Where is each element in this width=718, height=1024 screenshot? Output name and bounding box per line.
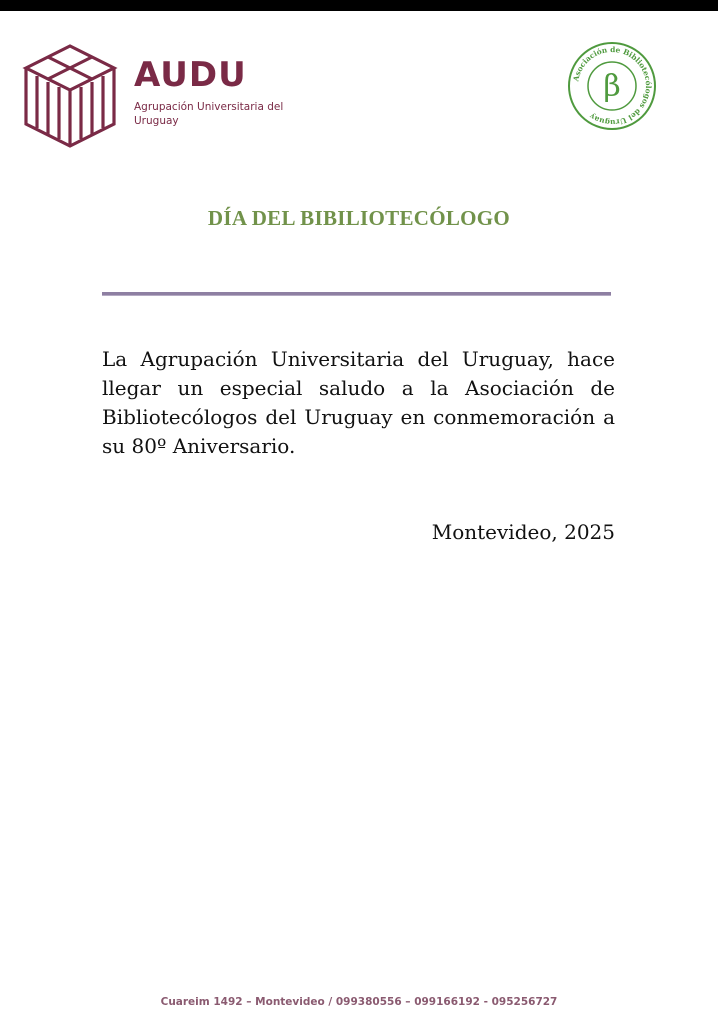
org-subtitle: Agrupación Universitaria del Uruguay [134, 101, 284, 127]
title-divider [102, 292, 611, 296]
seal-text: Asociación de Bibliotecólogos del Uruguay [571, 44, 654, 128]
page-title: DÍA DEL BIBILIOTECÓLOGO [207, 206, 511, 230]
seal-letter: β [603, 69, 621, 104]
org-name: AUDU [134, 55, 247, 95]
audu-logo-icon [22, 42, 118, 150]
top-black-bar [0, 0, 718, 11]
association-seal-icon [567, 41, 657, 131]
footer-contact: Cuareim 1492 – Montevideo / 099380556 – 099166192 - 095256727 [160, 996, 558, 1008]
body-paragraph: La Agrupación Universitaria del Uruguay, hace llegar un especial saludo a la Asociación de Bibliotecólogos del Uruguay en conmemoración a su 80º Aniversario. [102, 347, 615, 458]
place-date: Montevideo, 2025 [431, 520, 615, 544]
